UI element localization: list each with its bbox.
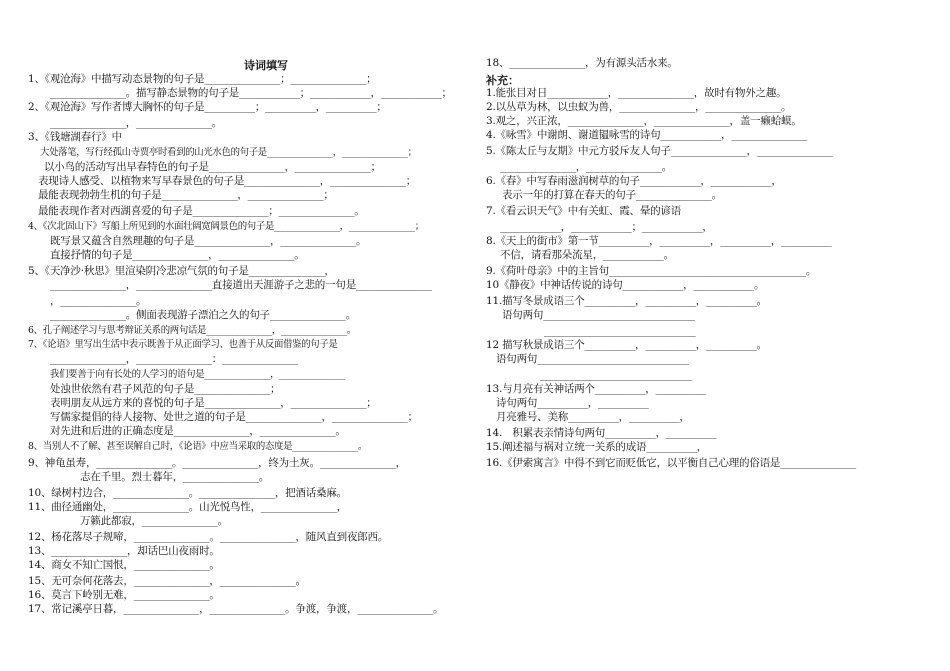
left-question-line: 对先进和后进的正确态度是_______________，_______________。	[50, 425, 346, 437]
right-question-line: ______________________________	[540, 369, 692, 381]
right-question-line: 14. 积累表亲情诗句两句__________，__________	[486, 427, 717, 439]
left-question-line: 大处落笔，写行经孤山寺贾亭时看到的山光水色的句子是_______________，_______________；	[40, 147, 417, 158]
left-question-line: 3、《钱塘湖春行》中	[28, 131, 122, 143]
right-section-title: 补充：	[486, 74, 519, 87]
right-question-line: 表示一年的打算在春天的句子_______________。	[502, 189, 722, 201]
left-question-line: 10、绿树村边合，_______________。_______________，把酒话桑麻。	[28, 487, 347, 499]
left-question-line: 最能表现勃勃生机的句子是_______________，_______________；	[38, 189, 334, 201]
left-question-line: 6、孔子阐述学习与思考辩证关系的两句话是_______________，_______________。	[28, 325, 356, 336]
left-question-line: _______________，_______________直接道出天涯游子之悲的一句是_______________	[50, 279, 432, 291]
left-question-line: 5、《天净沙·秋思》里渲染阴冷悲凉气氛的句子是_______________，	[28, 265, 335, 277]
left-question-line: _______________。侧面表现游子漂泊之久的句子_______________。	[50, 309, 356, 321]
left-question-line: 15、无可奈何花落去，_______________，_______________。	[28, 575, 306, 587]
right-question-line: 10《静夜》中神话传说的诗句____________，____________。	[486, 279, 765, 291]
right-question-line: 月亮雅号、美称__________，__________，	[496, 411, 690, 423]
right-question-line: 6.《春》中写春雨滋润树草的句子____________，____________，	[486, 175, 782, 187]
left-question-line: 写儒家提倡的待人接物、处世之道的句子是_______________，_______________；	[50, 411, 418, 423]
left-question-line: 8、当别人不了解、甚至误解自己时，《论语》中应当采取的态度是_______________。	[28, 441, 368, 452]
right-question-line: 15.阐述福与祸对立统一关系的成语__________，	[486, 441, 708, 453]
left-question-line: 9、神龟虽寿，_______________。_______________，终为土灰。_______________，	[28, 457, 406, 469]
right-question-line: 1.能张目对日____________，_______________，故时有物外之趣。	[486, 87, 787, 99]
right-question-line: 语句两句______________________________	[502, 309, 695, 321]
right-question-line: ______________________________	[544, 325, 696, 337]
left-question-line: _______________，_______________：_______________	[50, 353, 298, 365]
left-question-line: 13、_______________，却话巴山夜雨时。	[28, 545, 220, 557]
right-question-line: 9.《荷叶母亲》中的主旨句_______________________________________。	[486, 265, 817, 277]
left-question-line: 2、《观沧海》写作者博大胸怀的句子是__________；__________，__________；	[28, 101, 387, 113]
right-question-line: 13.与月亮有关神话两个__________，__________	[486, 383, 707, 395]
left-question-line: 表明朋友从远方来的喜悦的句子是_______________，_______________；	[50, 397, 377, 409]
left-question-line: 7、《论语》里写出生活中表示既善于从正面学习、也善于从反面借鉴的句子是	[28, 339, 338, 350]
right-question-line: 2.以丛草为林，以虫蚁为兽，_______________，_______________。	[486, 101, 792, 113]
left-question-line: 既写景又蕴含自然理趣的句子是_______________，_______________。	[50, 235, 367, 247]
left-question-line: 处浊世依然有君子风范的句子是_______________；	[50, 383, 281, 395]
left-question-line: 表现诗人感受、以植物来写早春景色的句子是_______________，_______________；	[38, 175, 417, 187]
left-question-line: 16、莫言下岭别无难，_______________。	[28, 589, 220, 601]
right-question-line: _______________，_______________。	[500, 161, 673, 173]
right-question-line: 3.观之，兴正浓，_______________，_______________，盖一癞蛤蟆。	[486, 115, 802, 127]
left-question-line: 1、《观沧海》中描写动态景物的句子是_______________；_______________；	[28, 73, 377, 85]
left-question-line: 以小鸟的活动写出早春特色的句子是_______________，_______________；	[44, 161, 381, 173]
left-question-line: 11、曲径通幽处，_______________。山光悦鸟性，_______________，	[28, 501, 347, 513]
left-section-title: 诗词填写	[244, 59, 288, 72]
left-question-line: 12、杨花落尽子规啼，_______________。_______________，随风直到夜郎西。	[28, 531, 389, 543]
right-question-line: 7.《看云识天气》中有关虹、霞、晕的谚语	[486, 205, 682, 217]
right-question-line: 不信，请看那朵流星，____________。	[500, 249, 674, 261]
right-question-line: 16.《伊索寓言》中得不到它而贬低它，以平衡自己心理的俗语是_______________	[486, 457, 856, 469]
left-question-line: _______________。描写静态景物的句子是____________；____________，____________；	[50, 87, 452, 99]
left-question-line: 4、《次北固山下》写船上所见到的水面壮阔宽阔景色的句子是_______________，_______________；	[28, 221, 424, 232]
right-question-line: 12 描写秋景成语三个__________，__________，__________。	[486, 339, 767, 351]
right-question-line: 5.《陈太丘与友期》中元方驳斥友人句子_______________，_______________	[486, 145, 833, 157]
left-question-line: 直接抒情的句子是_______________，_______________。	[50, 249, 305, 261]
right-question-line: ____________，____________；____________，	[500, 221, 713, 233]
left-question-line: 14、商女不知亡国恨，_______________。	[28, 559, 220, 571]
left-question-line: 万籁此都寂，_______________。	[80, 515, 228, 527]
left-question-line: 志在千里。烈士暮年，_______________。	[80, 471, 270, 483]
left-question-line: _______________，_______________。	[50, 117, 223, 129]
right-question-line: 8.《天上的街市》第一节__________，__________，__________，__________	[486, 235, 832, 247]
right-question-line: 诗句两句__________，__________	[496, 397, 649, 409]
left-question-line: 最能表现作者对西湖喜爱的句子是_______________；_______________。	[38, 205, 365, 217]
left-question-line: 我们要善于向有长处的人学习的语句是_______________，_______________	[50, 369, 345, 380]
right-question-line: 11.描写冬景成语三个__________，__________，__________。	[486, 295, 767, 307]
right-question-line: 4.《咏雪》中谢朗、谢道韫咏雪的诗句____________，_______________	[486, 129, 808, 141]
right-question-line: 语句两句______________________________	[496, 353, 689, 365]
left-question-line: ，_______________。	[50, 295, 147, 307]
left-question-line: 17、常记溪亭日暮，_______________，_______________。争渡，争渡，_______________。	[28, 603, 444, 615]
right-question-line: 18、_______________，为有源头活水来。	[486, 57, 678, 69]
